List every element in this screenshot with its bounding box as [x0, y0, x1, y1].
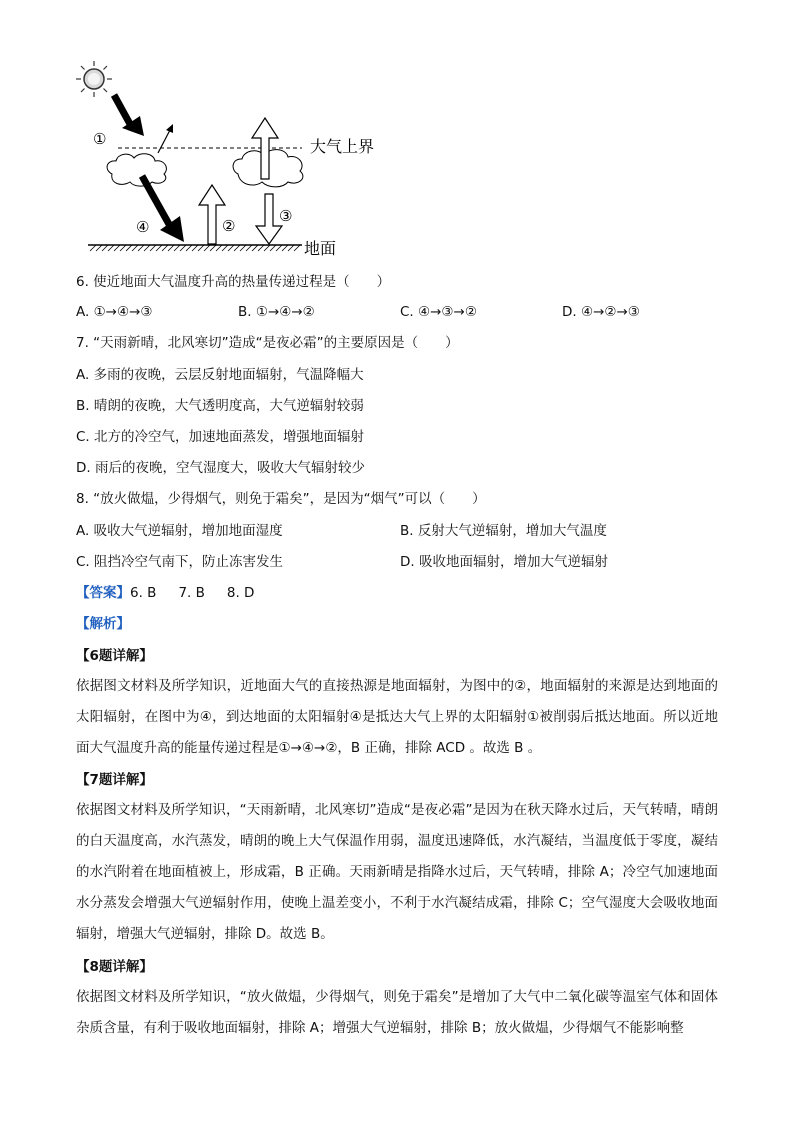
detail-8-text: 依据图文材料及所学知识，“放火做煴，少得烟气，则免于霜矣”是增加了大气中二氧化碳等温室气体和固体杂质含量，有利于吸收地面辐射，排除 A；增强大气逆辐射，排除 B；放火做煴，少得烟气不能影响整 — [76, 989, 718, 1036]
marker-1: ① — [93, 130, 107, 148]
q7-option-d: D. 雨后的夜晚，空气湿度大，吸收大气辐射较少 — [76, 460, 365, 476]
marker-4: ④ — [136, 218, 150, 236]
label-ground: 地面 — [304, 239, 337, 258]
q7-option-a: A. 多雨的夜晚，云层反射地面辐射，气温降幅大 — [76, 367, 364, 383]
q7-stem: 7. “天雨新晴，北风寒切”造成“是夜必霜”的主要原因是（ ） — [76, 335, 459, 351]
marker-2: ② — [222, 217, 236, 235]
answer-tag: 【答案】 — [76, 585, 130, 601]
answer-6: 6. B — [130, 585, 157, 601]
q7-option-c: C. 北方的冷空气，加速地面蒸发，增强地面辐射 — [76, 429, 365, 445]
q7-option-b: B. 晴朗的夜晚，大气透明度高，大气逆辐射较弱 — [76, 398, 364, 414]
detail-8-title: 【8题详解】 — [76, 959, 153, 975]
answer-8: 8. D — [226, 585, 255, 601]
reflected-arrow — [158, 124, 173, 153]
answer-line — [76, 583, 254, 603]
q6-option-d: D. ④→②→③ — [562, 304, 640, 320]
ground-radiation-arrow — [199, 185, 225, 244]
ground-hatch — [88, 245, 302, 251]
q8-option-d: D. 吸收地面辐射，增加大气逆辐射 — [400, 554, 608, 570]
q8-option-a: A. 吸收大气逆辐射，增加地面湿度 — [76, 523, 283, 539]
detail-6-text: 依据图文材料及所学知识，近地面大气的直接热源是地面辐射，为图中的②，地面辐射的来源是达到地面的太阳辐射，在图中为④，到达地面的太阳辐射④是抵达大气上界的太阳辐射①被削弱后抵达地面。所以近地面大气温度升高的能量传递过程是①→④→②，B 正确，排除 ACD 。故选 B 。 — [76, 678, 718, 756]
label-upper-atmosphere: 大气上界 — [310, 137, 375, 156]
solar-radiation-arrow — [114, 95, 144, 136]
analysis-tag: 【解析】 — [76, 616, 130, 632]
q6-option-b: B. ①→④→② — [238, 304, 315, 320]
answer-7: 7. B — [178, 585, 205, 601]
atmosphere-heat-diagram — [60, 58, 400, 268]
detail-7-text: 依据图文材料及所学知识，“天雨新晴，北风寒切”造成“是夜必霜”是因为在秋天降水过后，天气转晴，晴朗的白天温度高，水汽蒸发，晴朗的晚上大气保温作用弱，温度迅速降低，水汽凝结，当温度低于零度，凝结的水汽附着在地面植被上，形成霜，B 正确。天雨新晴是指降水过后，天气转晴，排除 A；冷空气加速地面水分蒸发会增强大气逆辐射作用，使晚上温差变小，不利于水汽凝结成霜，排除 C；空气湿度大会吸收地面辐射，增强大气逆辐射，排除 D。故选 B。 — [76, 802, 718, 942]
sun-icon — [76, 61, 112, 97]
q6-option-a: A. ①→④→③ — [76, 304, 153, 320]
q8-option-b: B. 反射大气逆辐射，增加大气温度 — [400, 523, 607, 539]
q6-option-c: C. ④→③→② — [400, 304, 477, 320]
q8-stem: 8. “放火做煴，少得烟气，则免于霜矣”，是因为“烟气”可以（ ） — [76, 491, 486, 507]
marker-3: ③ — [279, 207, 293, 225]
q6-stem: 6. 使近地面大气温度升高的热量传递过程是（ ） — [76, 274, 391, 290]
detail-6-title: 【6题详解】 — [76, 648, 153, 664]
detail-7-title: 【7题详解】 — [76, 772, 153, 788]
q8-option-c: C. 阻挡冷空气南下，防止冻害发生 — [76, 554, 284, 570]
cloud-left-icon — [107, 154, 166, 186]
